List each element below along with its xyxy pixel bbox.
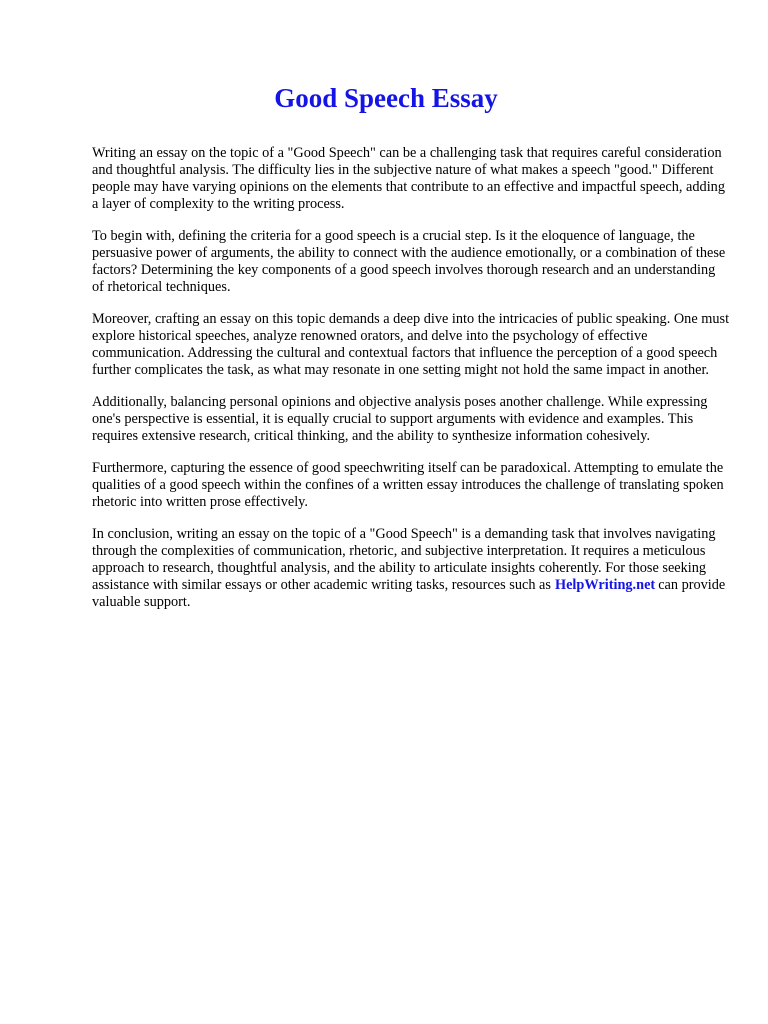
- paragraph-intro: Writing an essay on the topic of a "Good Speech" can be a challenging task that requires careful consideration and thoughtful analysis. The difficulty lies in the subjective nature of what makes a speech "good." Different people may have varying opinions on the elements that contribute to an effective and impactful speech, adding a layer of complexity to the writing process.: [92, 145, 725, 212]
- paragraph-balancing: Additionally, balancing personal opinions and objective analysis poses another challenge. While expressing one's perspective is essential, it is equally crucial to support arguments with evidence and examples. This requires extensive research, critical thinking, and the ability to synthesize information cohesively.: [92, 394, 708, 444]
- paragraph-crafting: Moreover, crafting an essay on this topic demands a deep dive into the intricacies of public speaking. One must explore historical speeches, analyze renowned orators, and delve into the psychology of effective communication. Addressing the cultural and contextual factors that influence the perception of a good speech further complicates the task, as what may resonate in one setting might not hold the same impact in another.: [92, 311, 730, 378]
- helpwriting-link[interactable]: HelpWriting.net: [554, 577, 656, 593]
- conclusion-text-end: can provide valuable support.: [92, 577, 726, 610]
- paragraph-speechwriting: Furthermore, capturing the essence of good speechwriting itself can be paradoxical. Attempting to emulate the qualities of a good speech within the confines of a written essay introduces the challenge of translating spoken rhetoric into written prose effectively.: [92, 460, 724, 510]
- paragraph-conclusion: [92, 526, 730, 611]
- conclusion-text: In conclusion, writing an essay on the topic of a "Good Speech" is a demanding task that involves navigating through the complexities of communication, rhetoric, and subjective interpretation. It requires a meticulous approach to research, thoughtful analysis, and the ability to articulate insights coherently. For those seeking assistance with similar essays or other academic writing tasks, resources such as: [92, 526, 716, 593]
- paragraph-criteria: To begin with, defining the criteria for a good speech is a crucial step. Is it the eloquence of language, the persuasive power of arguments, the ability to connect with the audience emotionally, or a combination of these factors? Determining the key components of a good speech involves thorough research and an understanding of rhetorical techniques.: [92, 228, 726, 295]
- page-title: Good Speech Essay: [274, 83, 498, 113]
